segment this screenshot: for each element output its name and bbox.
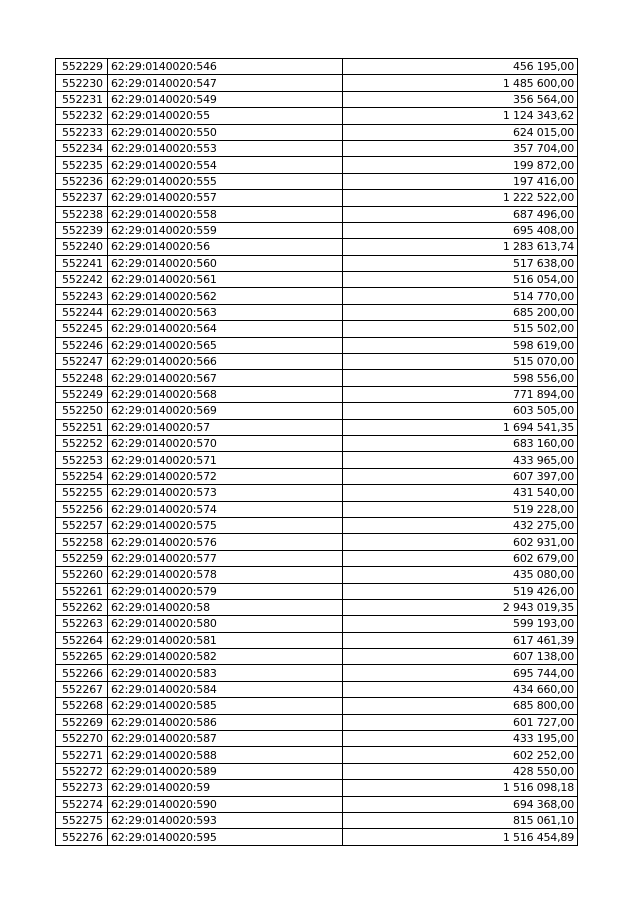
table-row: [56, 714, 578, 730]
table-row: [56, 501, 578, 517]
cadastral-number-cell: 62:29:0140020:571: [108, 452, 343, 468]
cadastral-number-cell: 62:29:0140020:588: [108, 747, 343, 763]
value-cell: 199 872,00: [343, 157, 578, 173]
cadastral-number-cell: 62:29:0140020:562: [108, 288, 343, 304]
table-row: [56, 665, 578, 681]
value-cell: 607 138,00: [343, 649, 578, 665]
cadastral-number-cell: 62:29:0140020:577: [108, 550, 343, 566]
table-row: [56, 124, 578, 140]
table-row: [56, 59, 578, 75]
table-row: [56, 222, 578, 238]
value-cell: 685 200,00: [343, 304, 578, 320]
cadastral-number-cell: 62:29:0140020:582: [108, 649, 343, 665]
table-row: [56, 190, 578, 206]
table-row: [56, 304, 578, 320]
row-number-cell: 552261: [56, 583, 108, 599]
row-number-cell: 552233: [56, 124, 108, 140]
table-row: [56, 337, 578, 353]
cadastral-value-table: [55, 58, 578, 846]
table-row: [56, 157, 578, 173]
cadastral-number-cell: 62:29:0140020:585: [108, 698, 343, 714]
cadastral-number-cell: 62:29:0140020:569: [108, 403, 343, 419]
table-row: [56, 288, 578, 304]
row-number-cell: 552238: [56, 206, 108, 222]
cadastral-number-cell: 62:29:0140020:570: [108, 435, 343, 451]
value-cell: 428 550,00: [343, 763, 578, 779]
value-cell: 1 516 454,89: [343, 829, 578, 845]
table-row: [56, 354, 578, 370]
value-cell: 598 619,00: [343, 337, 578, 353]
value-cell: 514 770,00: [343, 288, 578, 304]
value-cell: 1 485 600,00: [343, 75, 578, 91]
table-row: [56, 796, 578, 812]
row-number-cell: 552262: [56, 599, 108, 615]
row-number-cell: 552245: [56, 321, 108, 337]
row-number-cell: 552237: [56, 190, 108, 206]
table-row: [56, 321, 578, 337]
table-row: [56, 632, 578, 648]
row-number-cell: 552242: [56, 272, 108, 288]
row-number-cell: 552230: [56, 75, 108, 91]
table-row: [56, 386, 578, 402]
value-cell: 519 228,00: [343, 501, 578, 517]
cadastral-number-cell: 62:29:0140020:57: [108, 419, 343, 435]
value-cell: 617 461,39: [343, 632, 578, 648]
row-number-cell: 552253: [56, 452, 108, 468]
cadastral-number-cell: 62:29:0140020:568: [108, 386, 343, 402]
cadastral-number-cell: 62:29:0140020:575: [108, 517, 343, 533]
cadastral-number-cell: 62:29:0140020:561: [108, 272, 343, 288]
table-row: [56, 206, 578, 222]
value-cell: 515 070,00: [343, 354, 578, 370]
table-row: [56, 649, 578, 665]
table-row: [56, 698, 578, 714]
table-row: [56, 370, 578, 386]
table-row: [56, 435, 578, 451]
value-cell: 771 894,00: [343, 386, 578, 402]
value-cell: 516 054,00: [343, 272, 578, 288]
value-cell: 1 283 613,74: [343, 239, 578, 255]
value-cell: 624 015,00: [343, 124, 578, 140]
row-number-cell: 552254: [56, 468, 108, 484]
row-number-cell: 552273: [56, 780, 108, 796]
table-row: [56, 173, 578, 189]
value-cell: 517 638,00: [343, 255, 578, 271]
row-number-cell: 552247: [56, 354, 108, 370]
row-number-cell: 552263: [56, 616, 108, 632]
value-cell: 1 124 343,62: [343, 108, 578, 124]
table-row: [56, 747, 578, 763]
cadastral-number-cell: 62:29:0140020:581: [108, 632, 343, 648]
table-row: [56, 91, 578, 107]
value-cell: 694 368,00: [343, 796, 578, 812]
cadastral-number-cell: 62:29:0140020:553: [108, 140, 343, 156]
value-cell: 1 222 522,00: [343, 190, 578, 206]
table-row: [56, 567, 578, 583]
row-number-cell: 552229: [56, 59, 108, 75]
value-cell: 356 564,00: [343, 91, 578, 107]
table-row: [56, 272, 578, 288]
value-cell: 1 516 098,18: [343, 780, 578, 796]
row-number-cell: 552231: [56, 91, 108, 107]
row-number-cell: 552255: [56, 485, 108, 501]
cadastral-number-cell: 62:29:0140020:563: [108, 304, 343, 320]
cadastral-number-cell: 62:29:0140020:555: [108, 173, 343, 189]
value-cell: 695 408,00: [343, 222, 578, 238]
table-row: [56, 419, 578, 435]
value-cell: 433 965,00: [343, 452, 578, 468]
table-row: [56, 517, 578, 533]
table-row: [56, 616, 578, 632]
table-row: [56, 468, 578, 484]
table-row: [56, 452, 578, 468]
cadastral-number-cell: 62:29:0140020:593: [108, 812, 343, 828]
table-row: [56, 731, 578, 747]
value-cell: 433 195,00: [343, 731, 578, 747]
row-number-cell: 552258: [56, 534, 108, 550]
cadastral-number-cell: 62:29:0140020:59: [108, 780, 343, 796]
value-cell: 601 727,00: [343, 714, 578, 730]
value-cell: 598 556,00: [343, 370, 578, 386]
cadastral-number-cell: 62:29:0140020:550: [108, 124, 343, 140]
cadastral-number-cell: 62:29:0140020:590: [108, 796, 343, 812]
row-number-cell: 552269: [56, 714, 108, 730]
cadastral-number-cell: 62:29:0140020:560: [108, 255, 343, 271]
value-cell: 603 505,00: [343, 403, 578, 419]
row-number-cell: 552235: [56, 157, 108, 173]
cadastral-number-cell: 62:29:0140020:564: [108, 321, 343, 337]
table-row: [56, 255, 578, 271]
cadastral-number-cell: 62:29:0140020:58: [108, 599, 343, 615]
row-number-cell: 552246: [56, 337, 108, 353]
value-cell: 519 426,00: [343, 583, 578, 599]
value-cell: 1 694 541,35: [343, 419, 578, 435]
row-number-cell: 552248: [56, 370, 108, 386]
table-row: [56, 75, 578, 91]
cadastral-number-cell: 62:29:0140020:580: [108, 616, 343, 632]
row-number-cell: 552234: [56, 140, 108, 156]
table-row: [56, 239, 578, 255]
value-cell: 357 704,00: [343, 140, 578, 156]
table-body: [56, 59, 578, 846]
value-cell: 515 502,00: [343, 321, 578, 337]
row-number-cell: 552244: [56, 304, 108, 320]
cadastral-number-cell: 62:29:0140020:565: [108, 337, 343, 353]
table-row: [56, 780, 578, 796]
row-number-cell: 552265: [56, 649, 108, 665]
row-number-cell: 552259: [56, 550, 108, 566]
cadastral-number-cell: 62:29:0140020:559: [108, 222, 343, 238]
cadastral-number-cell: 62:29:0140020:55: [108, 108, 343, 124]
cadastral-number-cell: 62:29:0140020:573: [108, 485, 343, 501]
table-row: [56, 812, 578, 828]
row-number-cell: 552241: [56, 255, 108, 271]
row-number-cell: 552252: [56, 435, 108, 451]
cadastral-number-cell: 62:29:0140020:56: [108, 239, 343, 255]
cadastral-number-cell: 62:29:0140020:547: [108, 75, 343, 91]
value-cell: 456 195,00: [343, 59, 578, 75]
cadastral-number-cell: 62:29:0140020:567: [108, 370, 343, 386]
row-number-cell: 552271: [56, 747, 108, 763]
row-number-cell: 552256: [56, 501, 108, 517]
value-cell: 815 061,10: [343, 812, 578, 828]
row-number-cell: 552257: [56, 517, 108, 533]
value-cell: 2 943 019,35: [343, 599, 578, 615]
table-row: [56, 140, 578, 156]
cadastral-number-cell: 62:29:0140020:546: [108, 59, 343, 75]
value-cell: 602 679,00: [343, 550, 578, 566]
row-number-cell: 552272: [56, 763, 108, 779]
value-cell: 197 416,00: [343, 173, 578, 189]
value-cell: 687 496,00: [343, 206, 578, 222]
cadastral-number-cell: 62:29:0140020:583: [108, 665, 343, 681]
cadastral-number-cell: 62:29:0140020:574: [108, 501, 343, 517]
row-number-cell: 552275: [56, 812, 108, 828]
row-number-cell: 552250: [56, 403, 108, 419]
table-row: [56, 681, 578, 697]
cadastral-number-cell: 62:29:0140020:566: [108, 354, 343, 370]
table-row: [56, 599, 578, 615]
row-number-cell: 552270: [56, 731, 108, 747]
value-cell: 435 080,00: [343, 567, 578, 583]
cadastral-number-cell: 62:29:0140020:576: [108, 534, 343, 550]
row-number-cell: 552276: [56, 829, 108, 845]
row-number-cell: 552274: [56, 796, 108, 812]
row-number-cell: 552239: [56, 222, 108, 238]
table-row: [56, 485, 578, 501]
row-number-cell: 552232: [56, 108, 108, 124]
value-cell: 599 193,00: [343, 616, 578, 632]
value-cell: 683 160,00: [343, 435, 578, 451]
row-number-cell: 552236: [56, 173, 108, 189]
cadastral-number-cell: 62:29:0140020:578: [108, 567, 343, 583]
cadastral-number-cell: 62:29:0140020:558: [108, 206, 343, 222]
row-number-cell: 552267: [56, 681, 108, 697]
value-cell: 602 931,00: [343, 534, 578, 550]
table-row: [56, 550, 578, 566]
row-number-cell: 552260: [56, 567, 108, 583]
cadastral-number-cell: 62:29:0140020:584: [108, 681, 343, 697]
row-number-cell: 552266: [56, 665, 108, 681]
row-number-cell: 552240: [56, 239, 108, 255]
value-cell: 602 252,00: [343, 747, 578, 763]
row-number-cell: 552243: [56, 288, 108, 304]
value-cell: 432 275,00: [343, 517, 578, 533]
row-number-cell: 552268: [56, 698, 108, 714]
table-row: [56, 108, 578, 124]
table-row: [56, 583, 578, 599]
value-cell: 431 540,00: [343, 485, 578, 501]
row-number-cell: 552251: [56, 419, 108, 435]
value-cell: 695 744,00: [343, 665, 578, 681]
value-cell: 685 800,00: [343, 698, 578, 714]
value-cell: 607 397,00: [343, 468, 578, 484]
table-row: [56, 829, 578, 845]
cadastral-number-cell: 62:29:0140020:572: [108, 468, 343, 484]
cadastral-number-cell: 62:29:0140020:557: [108, 190, 343, 206]
row-number-cell: 552249: [56, 386, 108, 402]
table-row: [56, 403, 578, 419]
cadastral-number-cell: 62:29:0140020:589: [108, 763, 343, 779]
cadastral-number-cell: 62:29:0140020:587: [108, 731, 343, 747]
table-row: [56, 534, 578, 550]
cadastral-number-cell: 62:29:0140020:579: [108, 583, 343, 599]
cadastral-number-cell: 62:29:0140020:586: [108, 714, 343, 730]
row-number-cell: 552264: [56, 632, 108, 648]
cadastral-number-cell: 62:29:0140020:595: [108, 829, 343, 845]
cadastral-number-cell: 62:29:0140020:554: [108, 157, 343, 173]
cadastral-number-cell: 62:29:0140020:549: [108, 91, 343, 107]
table-row: [56, 763, 578, 779]
value-cell: 434 660,00: [343, 681, 578, 697]
